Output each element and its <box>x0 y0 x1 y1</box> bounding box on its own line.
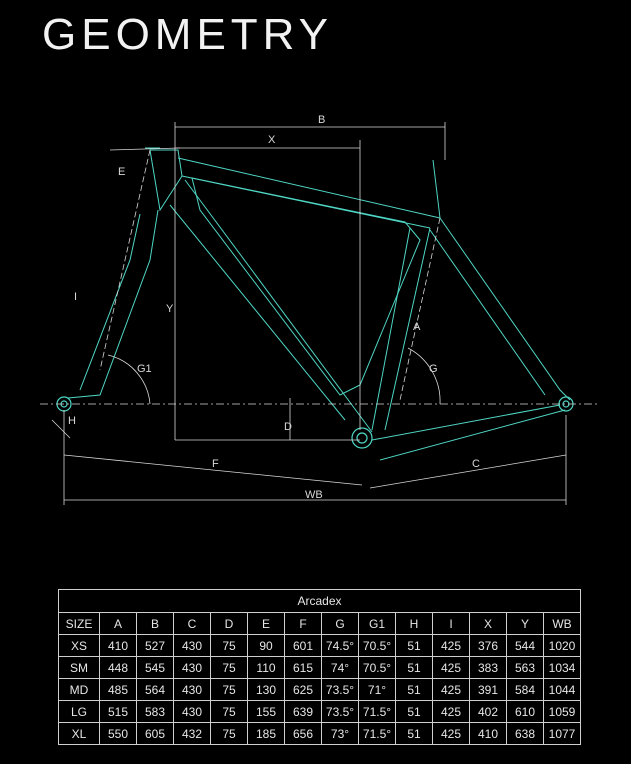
table-cell: 75 <box>211 657 248 679</box>
table-cell: 610 <box>507 701 544 723</box>
table-cell: 545 <box>137 657 174 679</box>
table-cell: 73.5° <box>322 679 359 701</box>
table-cell: 75 <box>211 679 248 701</box>
table-row <box>59 679 581 701</box>
table-caption: Arcadex <box>59 590 581 613</box>
table-cell: 1077 <box>544 723 581 745</box>
table-cell: 71.5° <box>359 723 396 745</box>
table-cell: 656 <box>285 723 322 745</box>
header-cell: B <box>137 613 174 635</box>
header-cell: G <box>322 613 359 635</box>
table-cell: 430 <box>174 679 211 701</box>
table-cell: 51 <box>396 635 433 657</box>
table-cell: 432 <box>174 723 211 745</box>
table-cell: 430 <box>174 657 211 679</box>
table-cell: 615 <box>285 657 322 679</box>
table-cell: 638 <box>507 723 544 745</box>
table-cell: 425 <box>433 657 470 679</box>
size-cell: MD <box>59 679 100 701</box>
label-I: I <box>74 291 78 303</box>
table-cell: 425 <box>433 723 470 745</box>
geometry-table <box>58 589 581 745</box>
header-cell: WB <box>544 613 581 635</box>
table-cell: 527 <box>137 635 174 657</box>
header-cell: X <box>470 613 507 635</box>
table-cell: 425 <box>433 635 470 657</box>
header-cell: SIZE <box>59 613 100 635</box>
header-cell: I <box>433 613 470 635</box>
size-cell: LG <box>59 701 100 723</box>
table-cell: 430 <box>174 701 211 723</box>
label-Y: Y <box>166 303 174 315</box>
header-cell: Y <box>507 613 544 635</box>
label-G1: G1 <box>137 363 152 375</box>
size-cell: SM <box>59 657 100 679</box>
angle-arcs <box>108 348 440 404</box>
label-F: F <box>212 458 219 470</box>
table-cell: 70.5° <box>359 657 396 679</box>
header-cell: G1 <box>359 613 396 635</box>
table-cell: 625 <box>285 679 322 701</box>
header-cell: D <box>211 613 248 635</box>
table-cell: 391 <box>470 679 507 701</box>
label-D: D <box>284 421 292 433</box>
header-cell: H <box>396 613 433 635</box>
table-cell: 383 <box>470 657 507 679</box>
label-A: A <box>413 321 421 333</box>
table-cell: 605 <box>137 723 174 745</box>
size-cell: XL <box>59 723 100 745</box>
table-cell: 410 <box>100 635 137 657</box>
table-cell: 73° <box>322 723 359 745</box>
page-title: GEOMETRY <box>42 10 334 59</box>
table-cell: 51 <box>396 679 433 701</box>
table-cell: 639 <box>285 701 322 723</box>
table-cell: 74.5° <box>322 635 359 657</box>
header-cell: C <box>174 613 211 635</box>
size-cell: XS <box>59 635 100 657</box>
table-cell: 425 <box>433 701 470 723</box>
label-G: G <box>429 363 438 375</box>
table-cell: 1044 <box>544 679 581 701</box>
table-cell: 1020 <box>544 635 581 657</box>
table-cell: 430 <box>174 635 211 657</box>
table-cell: 515 <box>100 701 137 723</box>
label-X: X <box>268 134 276 146</box>
table-cell: 448 <box>100 657 137 679</box>
table-cell: 601 <box>285 635 322 657</box>
table-cell: 70.5° <box>359 635 396 657</box>
table-cell: 110 <box>248 657 285 679</box>
table-cell: 1059 <box>544 701 581 723</box>
table-cell: 51 <box>396 723 433 745</box>
header-cell: E <box>248 613 285 635</box>
table-cell: 74° <box>322 657 359 679</box>
table-cell: 1034 <box>544 657 581 679</box>
table-cell: 550 <box>100 723 137 745</box>
label-B: B <box>318 114 326 126</box>
table-cell: 155 <box>248 701 285 723</box>
table-cell: 90 <box>248 635 285 657</box>
table-cell: 71.5° <box>359 701 396 723</box>
label-H: H <box>68 415 76 427</box>
frame-outline <box>68 148 570 460</box>
header-cell: A <box>100 613 137 635</box>
table-row <box>59 635 581 657</box>
table-cell: 75 <box>211 635 248 657</box>
table-cell: 130 <box>248 679 285 701</box>
label-WB: WB <box>305 489 323 501</box>
table-header-row <box>59 613 581 635</box>
table-row <box>59 723 581 745</box>
table-cell: 563 <box>507 657 544 679</box>
table-cell: 485 <box>100 679 137 701</box>
table-cell: 71° <box>359 679 396 701</box>
table-cell: 51 <box>396 657 433 679</box>
dimension-lines <box>40 122 600 505</box>
bottom-bracket <box>352 428 372 448</box>
label-E: E <box>118 166 126 178</box>
table-cell: 410 <box>470 723 507 745</box>
table-cell: 583 <box>137 701 174 723</box>
table-cell: 402 <box>470 701 507 723</box>
table-cell: 51 <box>396 701 433 723</box>
table-cell: 376 <box>470 635 507 657</box>
table-cell: 73.5° <box>322 701 359 723</box>
table-row <box>59 657 581 679</box>
table-cell: 425 <box>433 679 470 701</box>
table-cell: 564 <box>137 679 174 701</box>
table-cell: 75 <box>211 701 248 723</box>
table-row <box>59 701 581 723</box>
table-cell: 584 <box>507 679 544 701</box>
label-C: C <box>472 458 480 470</box>
table-cell: 544 <box>507 635 544 657</box>
table-cell: 75 <box>211 723 248 745</box>
header-cell: F <box>285 613 322 635</box>
table-cell: 185 <box>248 723 285 745</box>
